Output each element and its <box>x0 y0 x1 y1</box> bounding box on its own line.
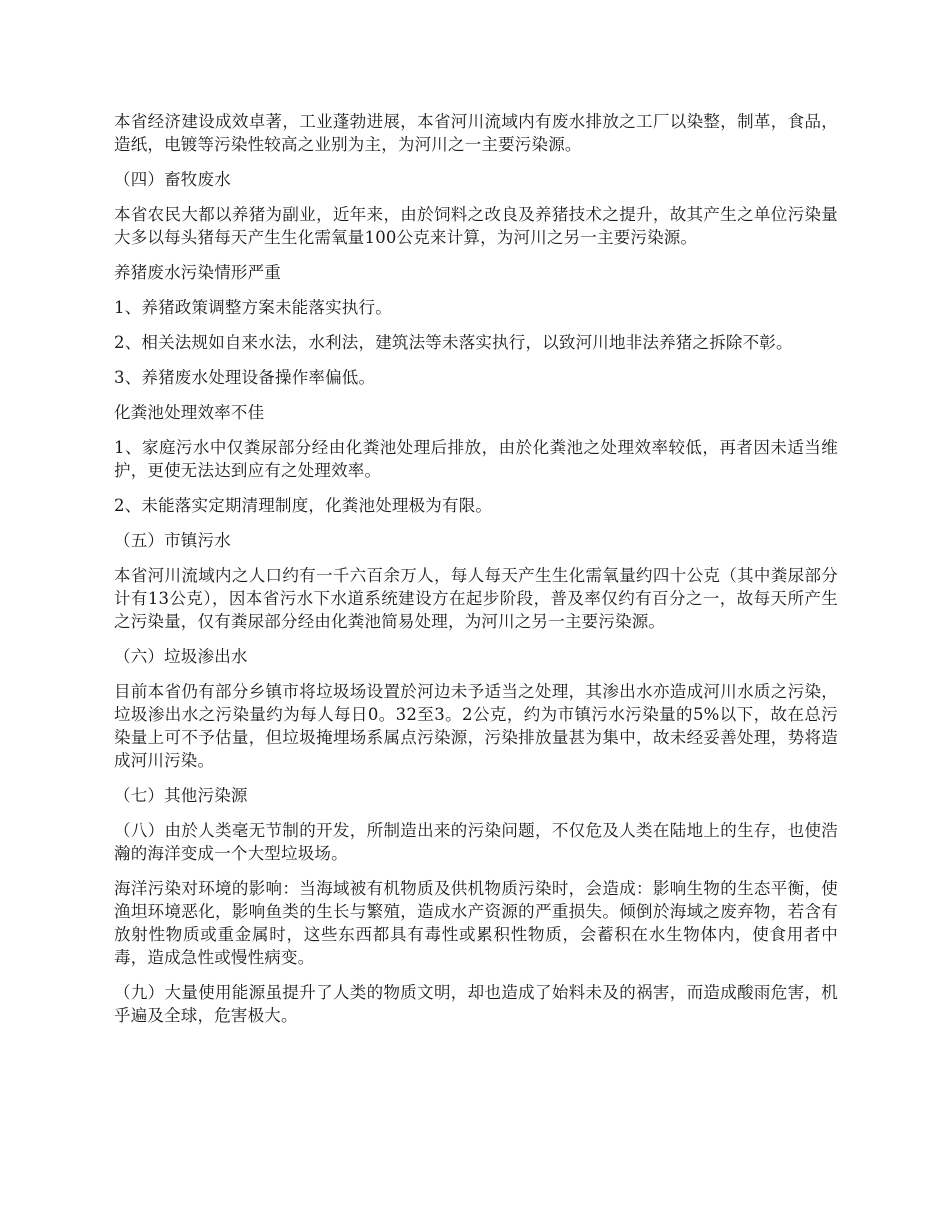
paragraph-ocean-pollution: 海洋污染对环境的影响：当海域被有机物质及供机物质污染时，会造成：影响生物的生态平衡，使渔坦环境恶化，影响鱼类的生长与繁殖，造成水产资源的严重损失。倾倒於海域之废弃物，若含有放射性物质或重金属时，这些东西都具有毒性或累积性物质，会蓄积在水生物体内，使食用者中毒，造成急性或慢性病变。 <box>114 879 838 967</box>
list-item-septic-1: 1、家庭污水中仅粪尿部分经由化粪池处理后排放，由於化粪池之处理效率较低，再者因未适当维护，更使无法达到应有之处理效率。 <box>114 438 838 480</box>
paragraph-section-eight: （八）由於人类毫无节制的开发，所制造出来的污染问题，不仅危及人类在陆地上的生存，也使浩瀚的海洋变成一个大型垃圾场。 <box>114 821 838 863</box>
list-item-pig-3: 3、养猪废水处理设备操作率偏低。 <box>114 368 376 387</box>
heading-landfill-leachate: （六）垃圾渗出水 <box>114 647 248 666</box>
document-body <box>114 110 838 1039</box>
heading-livestock-wastewater: （四）畜牧废水 <box>114 170 231 189</box>
paragraph-landfill-leachate: 目前本省仍有部分乡镇市将垃圾场设置於河边未予适当之处理，其渗出水亦造成河川水质之污染，垃圾渗出水之污染量约为每人每日0。32至3。2公克，约为市镇污水污染量的5%以下，故在总污染量上可不予估量，但垃圾掩埋场系属点污染源，污染排放量甚为集中，故未经妥善处理，势将造成河川污染。 <box>114 682 838 770</box>
heading-other-sources: （七）其他污染源 <box>114 786 248 805</box>
list-item-pig-1: 1、养猪政策调整方案未能落实执行。 <box>114 298 392 317</box>
list-item-septic-2: 2、未能落实定期清理制度，化粪池处理极为有限。 <box>114 496 493 515</box>
paragraph-section-nine: （九）大量使用能源虽提升了人类的物质文明，却也造成了始料未及的祸害，而造成酸雨危害，机乎遍及全球，危害极大。 <box>114 983 838 1025</box>
list-item-pig-2: 2、相关法规如自来水法，水利法，建筑法等未落实执行，以致河川地非法养猪之拆除不彰。 <box>114 333 793 352</box>
paragraph-industrial-wastewater: 本省经济建设成效卓著，工业蓬勃进展，本省河川流域内有废水排放之工厂以染整，制革，食品，造纸，电镀等污染性较高之业别为主，为河川之一主要污染源。 <box>114 112 838 154</box>
heading-septic-tank-efficiency: 化粪池处理效率不佳 <box>114 403 265 422</box>
paragraph-livestock-wastewater: 本省农民大都以养猪为副业，近年来，由於饲料之改良及养猪技术之提升，故其产生之单位污染量大多以每头猪每天产生生化需氧量100公克来计算，为河川之另一主要污染源。 <box>114 205 838 247</box>
heading-municipal-sewage: （五）市镇污水 <box>114 531 231 550</box>
paragraph-municipal-sewage: 本省河川流域内之人口约有一千六百余万人，每人每天产生生化需氧量约四十公克（其中粪尿部分计有13公克），因本省污水下水道系统建设方在起步阶段，普及率仅约有百分之一，故每天所产生之污染量，仅有粪尿部分经由化粪池简易处理，为河川之另一主要污染源。 <box>114 566 838 631</box>
heading-pig-wastewater-pollution: 养猪废水污染情形严重 <box>114 263 281 282</box>
